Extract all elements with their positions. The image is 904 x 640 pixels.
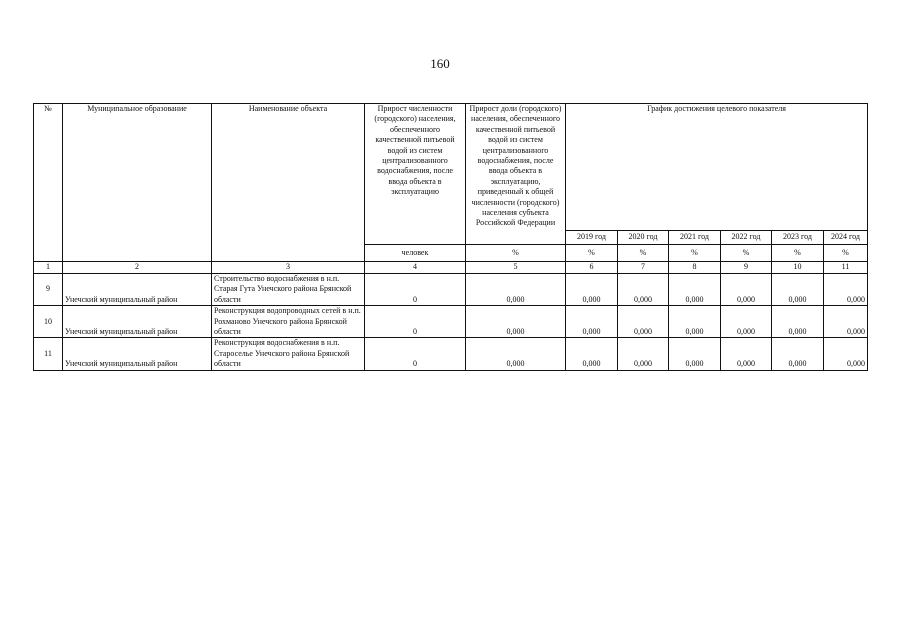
- row-number: 11: [34, 338, 63, 370]
- row-year-value: 0,000: [669, 338, 721, 370]
- row-year-value: 0,000: [618, 338, 669, 370]
- row-year-value: 0,000: [824, 274, 868, 306]
- header-municipality: Муниципальное образование: [63, 104, 212, 262]
- column-number: 7: [618, 262, 669, 274]
- row-population: 0: [365, 338, 466, 370]
- row-municipality: Унечский муниципальный район: [63, 274, 212, 306]
- row-year-value: 0,000: [772, 274, 824, 306]
- row-year-value: 0,000: [824, 306, 868, 338]
- row-municipality: Унечский муниципальный район: [63, 306, 212, 338]
- row-year-value: 0,000: [824, 338, 868, 370]
- header-row-main: [34, 104, 868, 231]
- unit-year-percent: %: [824, 245, 868, 262]
- header-year: 2023 год: [772, 231, 824, 245]
- header-object-name: Наименование объекта: [212, 104, 365, 262]
- column-number: 9: [721, 262, 772, 274]
- unit-year-percent: %: [669, 245, 721, 262]
- header-num: №: [34, 104, 63, 262]
- row-year-value: 0,000: [721, 274, 772, 306]
- row-year-value: 0,000: [566, 338, 618, 370]
- column-number: 1: [34, 262, 63, 274]
- column-number-row: [34, 262, 868, 274]
- column-number: 3: [212, 262, 365, 274]
- row-object-name: Реконструкция водоснабжения в н.п. Староселье Унечского района Брянской области: [212, 338, 365, 370]
- unit-year-percent: %: [721, 245, 772, 262]
- header-year: 2020 год: [618, 231, 669, 245]
- header-year: 2019 год: [566, 231, 618, 245]
- row-year-value: 0,000: [669, 274, 721, 306]
- unit-year-percent: %: [618, 245, 669, 262]
- row-share: 0,000: [466, 306, 566, 338]
- column-number: 11: [824, 262, 868, 274]
- row-year-value: 0,000: [772, 306, 824, 338]
- page-number: 160: [430, 56, 450, 71]
- header-share-growth: Прирост доли (городского) населения, обеспеченного качественной питьевой водой из систем централизованного водоснабжения, после ввода объекта в эксплуатацию, приведенный к общей численности (городского) населения субъекта Российской Федерации: [466, 104, 566, 245]
- row-share: 0,000: [466, 338, 566, 370]
- column-number: 8: [669, 262, 721, 274]
- row-year-value: 0,000: [566, 306, 618, 338]
- unit-percent: %: [466, 245, 566, 262]
- header-schedule: График достижения целевого показателя: [566, 104, 868, 231]
- table-row: [34, 338, 868, 370]
- header-year: 2024 год: [824, 231, 868, 245]
- row-year-value: 0,000: [772, 338, 824, 370]
- row-year-value: 0,000: [721, 338, 772, 370]
- row-year-value: 0,000: [566, 274, 618, 306]
- column-number: 5: [466, 262, 566, 274]
- header-population-growth: Прирост численности (городского) населения, обеспеченного качественной питьевой водой из систем централизованного водоснабжения, после ввода объекта в эксплуатацию: [365, 104, 466, 245]
- row-year-value: 0,000: [618, 306, 669, 338]
- row-object-name: Реконструкция водопроводных сетей в н.п. Рохманово Унечского района Брянской области: [212, 306, 365, 338]
- column-number: 2: [63, 262, 212, 274]
- row-year-value: 0,000: [721, 306, 772, 338]
- row-number: 9: [34, 274, 63, 306]
- header-year: 2022 год: [721, 231, 772, 245]
- column-number: 6: [566, 262, 618, 274]
- row-population: 0: [365, 274, 466, 306]
- target-indicator-table: [33, 103, 868, 371]
- row-year-value: 0,000: [669, 306, 721, 338]
- row-population: 0: [365, 306, 466, 338]
- table-row: [34, 306, 868, 338]
- column-number: 10: [772, 262, 824, 274]
- table-row: [34, 274, 868, 306]
- row-number: 10: [34, 306, 63, 338]
- unit-people: человек: [365, 245, 466, 262]
- row-share: 0,000: [466, 274, 566, 306]
- row-object-name: Строительство водоснабжения в н.п. Старая Гута Унечского района Брянской области: [212, 274, 365, 306]
- unit-year-percent: %: [772, 245, 824, 262]
- unit-year-percent: %: [566, 245, 618, 262]
- row-year-value: 0,000: [618, 274, 669, 306]
- row-municipality: Унечский муниципальный район: [63, 338, 212, 370]
- column-number: 4: [365, 262, 466, 274]
- header-year: 2021 год: [669, 231, 721, 245]
